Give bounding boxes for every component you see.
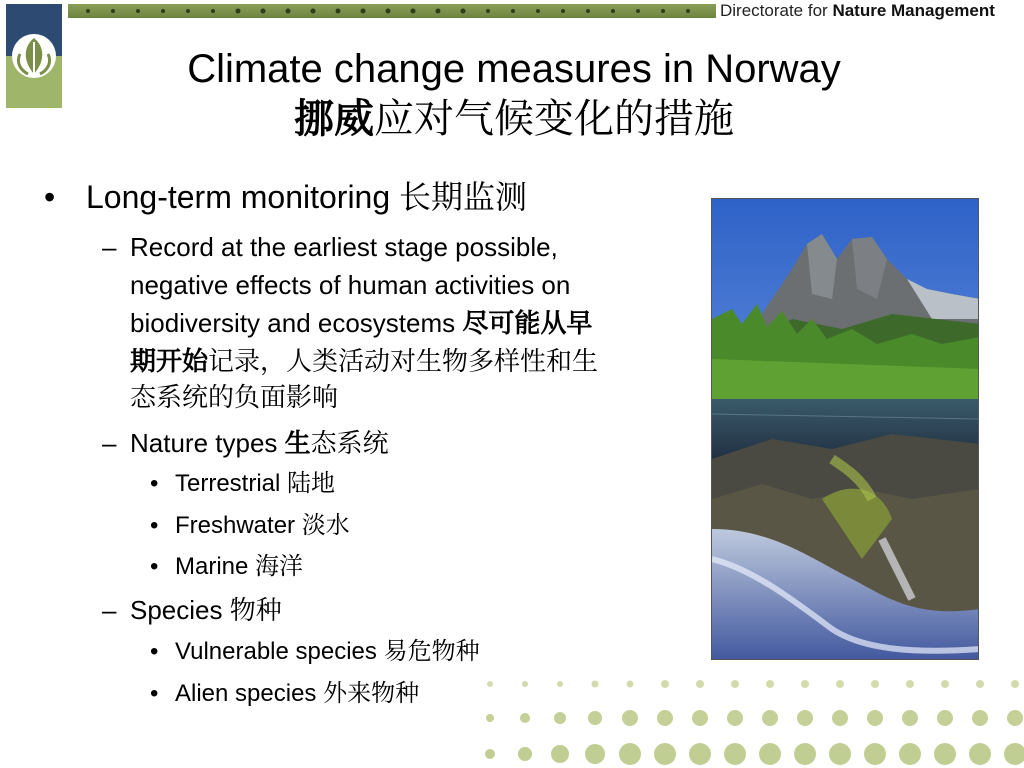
slide-subtitle-chinese — [60, 94, 968, 144]
bullet-marker: • — [150, 512, 159, 539]
dash-marker: – — [102, 232, 117, 262]
bullet-marker: • — [44, 179, 56, 215]
record-line-2: negative effects of human activities on — [130, 270, 571, 300]
record-line-4-rest: 记录，人类活动对生物多样性和生 — [208, 346, 599, 376]
record-line-5: 态系统的负面影响 — [130, 382, 339, 412]
freshwater-item: Freshwater 淡水 — [175, 512, 350, 539]
header-band — [68, 4, 716, 18]
dash-marker: – — [102, 428, 117, 458]
record-line-1: Record at the earliest stage possible, — [130, 232, 558, 262]
record-line-4-bold: 期开始 — [130, 346, 209, 376]
brand-prefix: Directorate for — [720, 1, 828, 20]
slide-title: Climate change measures in Norway — [187, 47, 841, 91]
leaf-logo-icon — [6, 4, 62, 108]
bullet-marker: • — [150, 470, 159, 497]
bullet-marker: • — [150, 553, 159, 580]
header-dots — [68, 4, 716, 18]
brand-strong: Nature Management — [832, 1, 995, 20]
record-line-3-text: biodiversity and ecosystems — [130, 308, 463, 338]
dash-marker: – — [102, 595, 117, 625]
landscape-illustration — [712, 199, 979, 660]
marine-item: Marine 海洋 — [175, 553, 304, 580]
brand-name — [720, 0, 995, 22]
title-rest-part: 应对气候变化的措施 — [374, 97, 734, 141]
nature-types — [130, 424, 389, 462]
bullet-marker: • — [150, 680, 159, 707]
bullet-marker: • — [150, 638, 159, 665]
record-line-3-bold: 尽可能从早 — [462, 308, 593, 338]
alien-species-item: Alien species 外来物种 — [175, 680, 420, 707]
terrestrial-item: Terrestrial 陆地 — [175, 470, 336, 497]
nature-types-pre: Nature types — [130, 428, 285, 458]
record-line-3 — [130, 304, 592, 342]
decorative-dot-pattern — [470, 670, 1024, 768]
record-line-4 — [130, 342, 598, 380]
nature-types-rest: 态系统 — [310, 428, 389, 458]
species-item: Species 物种 — [130, 595, 282, 625]
title-bold-part: 挪威 — [294, 97, 374, 141]
bullet-long-term-monitoring: Long-term monitoring 长期监测 — [86, 179, 528, 215]
vulnerable-species-item: Vulnerable species 易危物种 — [175, 638, 480, 665]
norway-landscape-image — [711, 198, 979, 660]
nature-types-bold: 生 — [284, 428, 311, 458]
